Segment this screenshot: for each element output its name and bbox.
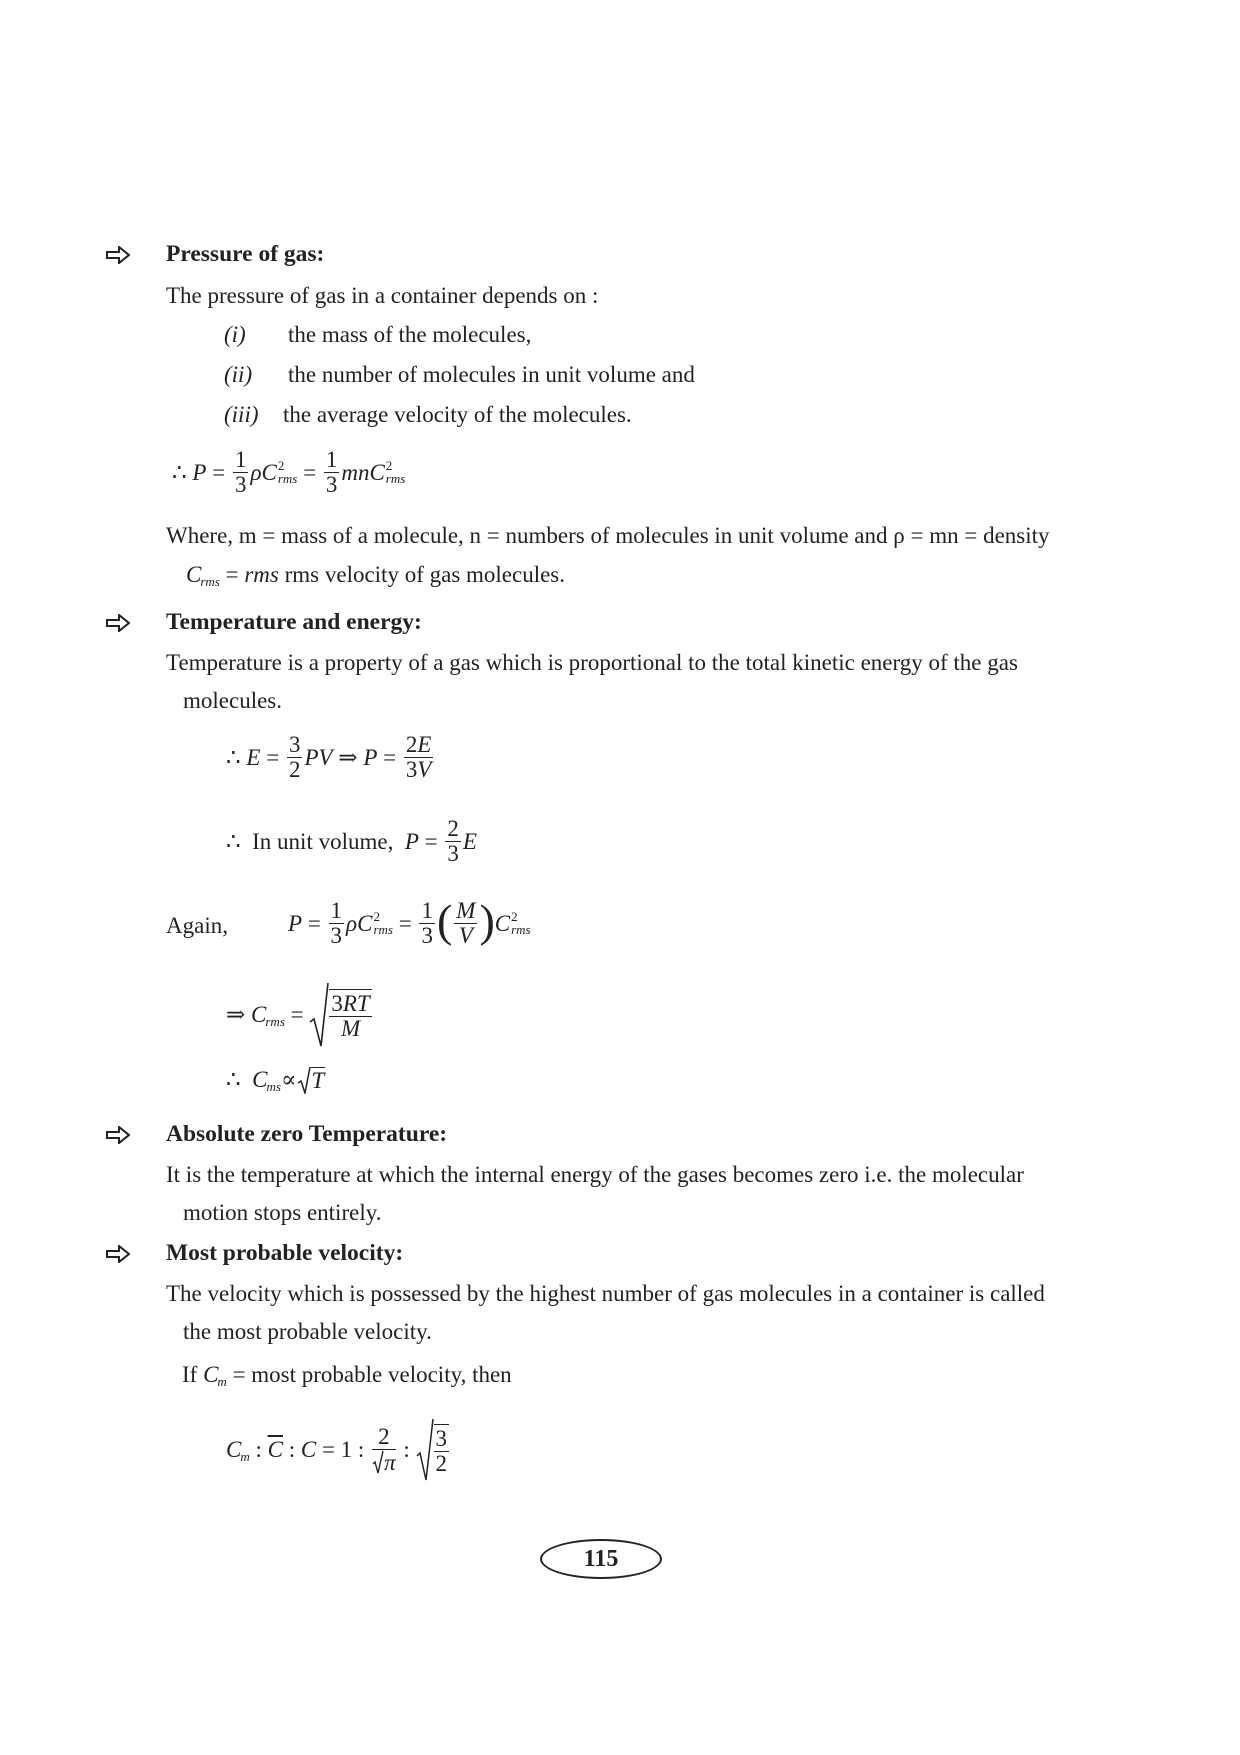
velocity-ratio-equation: C m : $\overline{C}$ : C = 1 : $\frac{2}{\pi}$ : $\frac{3}{2}$ bbox=[226, 1418, 451, 1482]
paragraph-line: the most probable velocity. bbox=[183, 1319, 432, 1344]
if-line-text: most probable velocity, then bbox=[251, 1362, 512, 1387]
list-item bbox=[224, 402, 259, 428]
crms-sqrt-equation: ⇒ C rms = $\frac{3RT}{M}$ bbox=[226, 982, 374, 1048]
pressure-equation: ∴ P = $\frac{1}{3}$ ρC 2 rms = $\frac{1}{3}$ mnC 2 rms bbox=[172, 447, 406, 498]
arrow-right-icon bbox=[106, 614, 130, 632]
energy-equation: ∴ E = $\frac{3}{2}$ PV ⇒ P = $\frac{2E}{3V}$ bbox=[226, 732, 432, 783]
list-marker: (iii) bbox=[224, 402, 259, 427]
sqrt-sign bbox=[372, 1450, 384, 1474]
unit-volume-equation: ∴ In unit volume, P = $\frac{2}{3}$ E bbox=[226, 816, 477, 867]
crms-text: rms velocity of gas molecules. bbox=[284, 562, 566, 587]
section-heading: Absolute zero Temperature: bbox=[166, 1121, 448, 1147]
where-text: Where, m = mass of a molecule, n = numbers of molecules in unit volume and ρ = mn = density bbox=[166, 523, 1050, 548]
list-item bbox=[224, 322, 246, 348]
list-item-text: the average velocity of the molecules. bbox=[283, 402, 632, 427]
list-marker: (i) bbox=[224, 322, 246, 347]
paragraph-line: It is the temperature at which the internal energy of the gases becomes zero i.e. the molecular bbox=[166, 1162, 1024, 1187]
unit-volume-label: In unit volume, bbox=[252, 828, 394, 854]
again-label: Again, bbox=[166, 913, 228, 938]
paragraph-line: motion stops entirely. bbox=[183, 1200, 382, 1225]
section-heading: Pressure of gas: bbox=[166, 241, 325, 267]
section-intro: The pressure of gas in a container depends on : bbox=[166, 283, 599, 308]
crms-definition: C rms = rms rms velocity of gas molecules. bbox=[186, 562, 566, 589]
paragraph-line: molecules. bbox=[183, 688, 282, 713]
paragraph-line: Temperature is a property of a gas which is proportional to the total kinetic energy of the gas bbox=[166, 650, 1018, 675]
sqrt-sign bbox=[416, 1418, 434, 1482]
list-item-text: the mass of the molecules, bbox=[288, 322, 532, 347]
section-heading: Most probable velocity: bbox=[166, 1240, 404, 1266]
rms-equation: P = $\frac{1}{3}$ ρC 2 rms = $\frac{1}{3}$ ( $\frac{M}{V}$ ) C 2 rms bbox=[288, 895, 531, 948]
page-number: 115 bbox=[540, 1539, 662, 1579]
if-line: If C m = most probable velocity, then bbox=[182, 1362, 512, 1389]
paragraph-line: The velocity which is possessed by the highest number of gas molecules in a container is called bbox=[166, 1281, 1045, 1306]
section-heading: Temperature and energy: bbox=[166, 609, 422, 635]
sqrt-sign bbox=[309, 982, 329, 1048]
arrow-right-icon bbox=[106, 1126, 130, 1144]
list-item bbox=[224, 362, 252, 388]
proportional-equation: ∴ C ms ∝ T bbox=[226, 1067, 325, 1094]
arrow-right-icon bbox=[106, 246, 130, 264]
list-marker: (ii) bbox=[224, 362, 253, 387]
arrow-right-icon bbox=[106, 1245, 130, 1263]
list-item-text: the number of molecules in unit volume and bbox=[288, 362, 695, 387]
sqrt-sign bbox=[297, 1066, 311, 1094]
